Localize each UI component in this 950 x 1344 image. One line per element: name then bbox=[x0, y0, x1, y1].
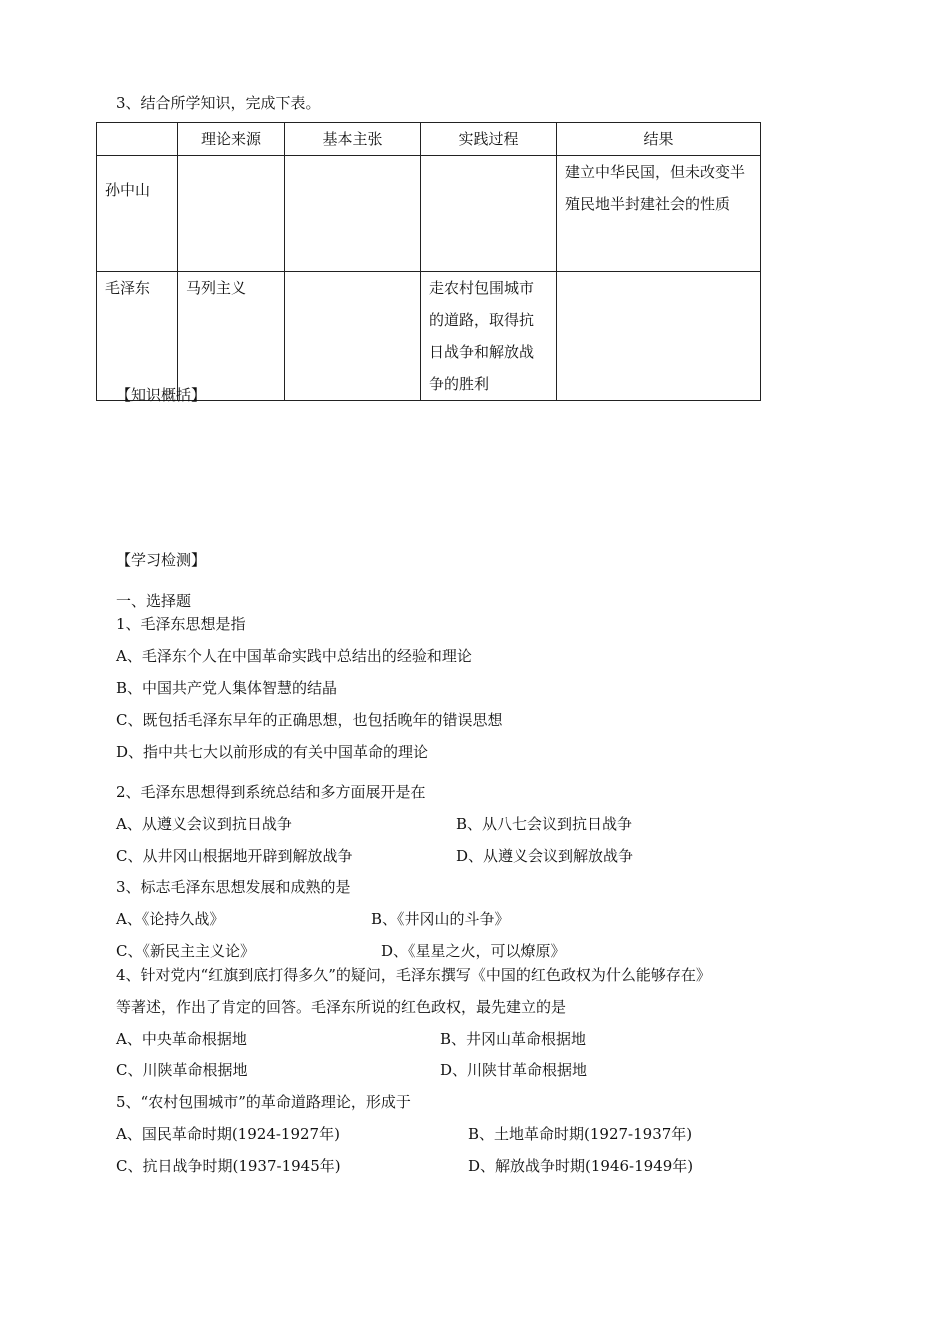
option-d: D、《星星之火，可以燎原》 bbox=[381, 942, 566, 960]
header-cell-source: 理论来源 bbox=[178, 123, 285, 156]
option-a: A、《论持久战》 bbox=[116, 910, 225, 928]
option-b: B、土地革命时期(1927-1937年) bbox=[468, 1125, 693, 1143]
row-practice-cell bbox=[421, 156, 557, 272]
option-c: C、既包括毛泽东早年的正确思想，也包括晚年的错误思想 bbox=[116, 711, 503, 729]
option-c: C、川陕革命根据地 bbox=[116, 1061, 248, 1079]
option-d: D、解放战争时期(1946-1949年) bbox=[468, 1157, 694, 1175]
row-claim-cell bbox=[285, 272, 421, 401]
header-cell-empty bbox=[97, 123, 178, 156]
table-row bbox=[97, 156, 761, 272]
row-name-cell: 孙中山 bbox=[97, 156, 178, 272]
q3-intro: 3、结合所学知识，完成下表。 bbox=[116, 94, 321, 112]
option-a: A、毛泽东个人在中国革命实践中总结出的经验和理论 bbox=[116, 647, 472, 665]
option-a: A、中央革命根据地 bbox=[116, 1030, 247, 1048]
header-cell-claim: 基本主张 bbox=[285, 123, 421, 156]
row-claim-cell bbox=[285, 156, 421, 272]
table-header-row bbox=[97, 123, 761, 156]
question-stem: 2、毛泽东思想得到系统总结和多方面展开是在 bbox=[116, 783, 426, 801]
option-c: C、抗日战争时期(1937-1945年) bbox=[116, 1157, 341, 1175]
row-source-cell: 马列主义 bbox=[178, 272, 285, 401]
test-heading: 【学习检测】 bbox=[116, 551, 207, 569]
question-stem: 5、“农村包围城市”的革命道路理论，形成于 bbox=[116, 1093, 411, 1111]
option-a: A、国民革命时期(1924-1927年) bbox=[116, 1125, 340, 1143]
header-cell-practice: 实践过程 bbox=[421, 123, 557, 156]
row-result-cell: 建立中华民国，但未改变半殖民地半封建社会的性质 bbox=[557, 156, 761, 272]
option-c: C、从井冈山根据地开辟到解放战争 bbox=[116, 847, 353, 865]
question-stem-continued: 等著述，作出了肯定的回答。毛泽东所说的红色政权，最先建立的是 bbox=[116, 998, 567, 1016]
option-d: D、川陕甘革命根据地 bbox=[440, 1061, 588, 1079]
question-stem: 3、标志毛泽东思想发展和成熟的是 bbox=[116, 878, 351, 896]
section-title: 一、选择题 bbox=[116, 592, 192, 610]
comparison-table bbox=[96, 122, 761, 401]
summary-heading: 【知识概括】 bbox=[116, 386, 207, 404]
row-name-cell: 毛泽东 bbox=[97, 272, 178, 401]
question-stem: 1、毛泽东思想是指 bbox=[116, 615, 246, 633]
row-practice-cell: 走农村包围城市的道路，取得抗日战争和解放战争的胜利 bbox=[421, 272, 557, 401]
table-row bbox=[97, 272, 761, 401]
row-result-cell bbox=[557, 272, 761, 401]
row-source-cell bbox=[178, 156, 285, 272]
header-cell-result: 结果 bbox=[557, 123, 761, 156]
option-b: B、《井冈山的斗争》 bbox=[371, 910, 510, 928]
option-c: C、《新民主主义论》 bbox=[116, 942, 255, 960]
option-d: D、指中共七大以前形成的有关中国革命的理论 bbox=[116, 743, 429, 761]
option-d: D、从遵义会议到解放战争 bbox=[456, 847, 634, 865]
question-stem: 4、针对党内“红旗到底打得多久”的疑问，毛泽东撰写《中国的红色政权为什么能够存在》 bbox=[116, 966, 711, 984]
option-b: B、中国共产党人集体智慧的结晶 bbox=[116, 679, 338, 697]
option-b: B、井冈山革命根据地 bbox=[440, 1030, 587, 1048]
option-a: A、从遵义会议到抗日战争 bbox=[116, 815, 292, 833]
option-b: B、从八七会议到抗日战争 bbox=[456, 815, 633, 833]
